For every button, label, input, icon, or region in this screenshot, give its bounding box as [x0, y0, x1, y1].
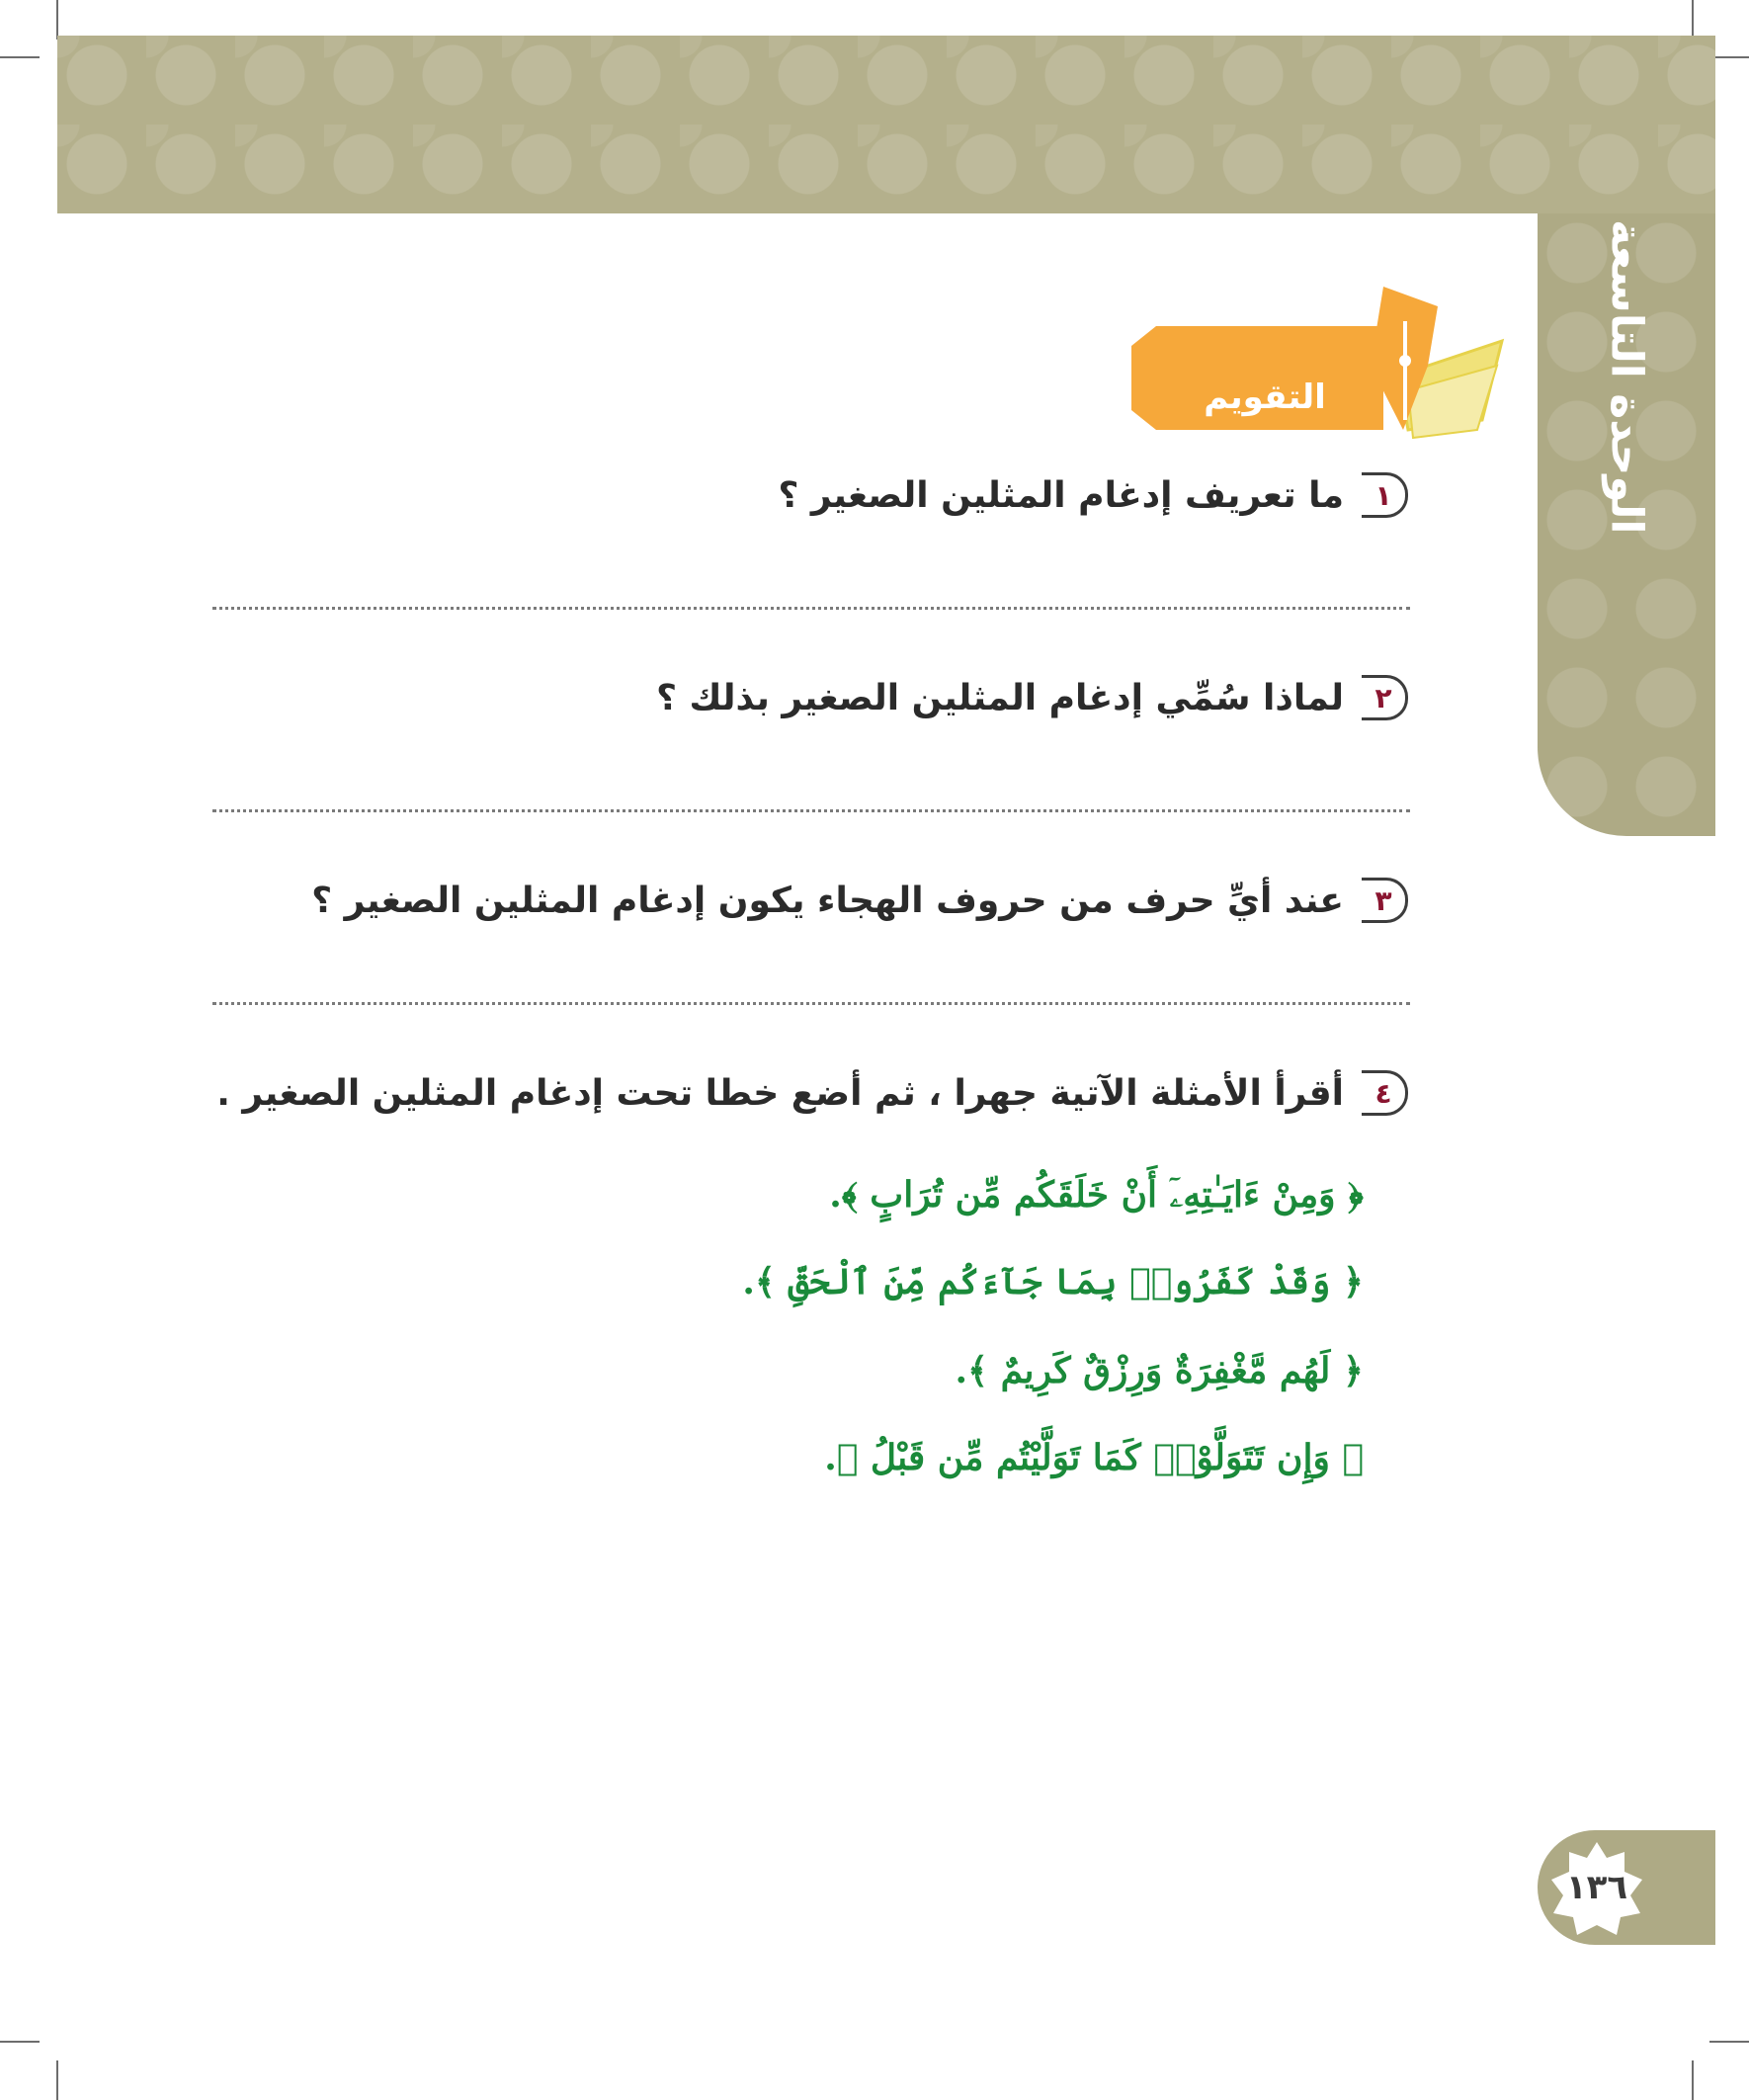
crop-mark-bl-h — [0, 2041, 40, 2043]
answer-line-3[interactable] — [212, 1002, 1410, 1005]
section-badge-label: التقويم — [1204, 378, 1326, 417]
verse-4: ﴿ وَإِن تَتَوَلَّوْا۟ كَمَا تَوَلَّيْتُم مِّن قَبْلُ ﴾. — [824, 1437, 1364, 1478]
question-text-3: عند أيِّ حرف من حروف الهجاء يكون إدغام المثلين الصغير ؟ — [311, 880, 1344, 921]
crop-mark-tr-v — [1692, 0, 1694, 40]
header-pattern-band — [57, 36, 1715, 213]
answer-line-2[interactable] — [212, 809, 1410, 812]
question-text-4: أقرأ الأمثلة الآتية جهرا ، ثم أضع خطا تحت إدغام المثلين الصغير . — [216, 1072, 1344, 1114]
question-3 — [311, 878, 1408, 923]
answer-line-1[interactable] — [212, 607, 1410, 610]
question-text-2: لماذا سُمِّي إدغام المثلين الصغير بذلك ؟ — [656, 677, 1344, 718]
verse-1: ﴿ وَمِنْ ءَايَـٰتِهِۦٓ أَنْ خَلَقَكُم مِّن تُرَابٍ ﴾. — [829, 1174, 1364, 1216]
question-number-4: ٤ — [1362, 1070, 1408, 1116]
question-text-1: ما تعريف إدغام المثلين الصغير ؟ — [778, 474, 1344, 516]
crop-mark-tl-h — [0, 56, 40, 58]
question-4 — [216, 1070, 1408, 1116]
unit-title: الوحدة التاسعة — [1601, 218, 1652, 535]
crop-mark-bl-v — [56, 2060, 58, 2100]
crop-mark-tl-v — [56, 0, 58, 40]
verse-3: ﴿ لَهُم مَّغْفِرَةٌ وَرِزْقٌ كَرِيمٌ ﴾. — [955, 1350, 1364, 1391]
question-number-1: ١ — [1362, 472, 1408, 518]
question-2 — [656, 675, 1408, 720]
verse-2: ﴿ وَقَدْ كَفَرُوا۟ بِمَا جَآءَكُم مِّنَ ٱلْحَقِّ ﴾. — [742, 1261, 1364, 1302]
question-number-3: ٣ — [1362, 878, 1408, 923]
page-number: ١٣٦ — [1565, 1868, 1628, 1907]
question-1 — [778, 472, 1408, 518]
question-number-2: ٢ — [1362, 675, 1408, 720]
crop-mark-br-v — [1692, 2060, 1694, 2100]
crop-mark-tr-h — [1709, 56, 1749, 58]
crop-mark-br-h — [1709, 2041, 1749, 2043]
